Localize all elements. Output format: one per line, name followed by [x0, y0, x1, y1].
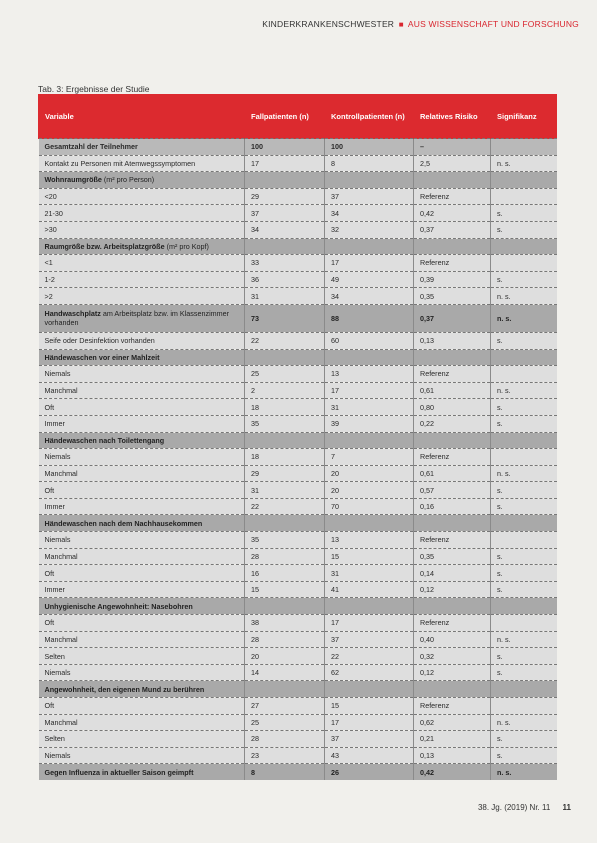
row-label-cell	[39, 188, 245, 205]
value-cell: 34	[325, 288, 414, 305]
value-cell: 22	[245, 498, 325, 515]
column-header: Fallpatienten (n)	[245, 94, 325, 139]
row-label: Oft	[44, 485, 55, 495]
value-cell: 17	[325, 615, 414, 632]
value-cell: 29	[245, 188, 325, 205]
value-cell: 0,32	[414, 648, 491, 665]
value-cell	[491, 349, 557, 366]
row-label-cell	[39, 548, 245, 565]
value-cell	[325, 681, 414, 698]
value-cell: s.	[491, 498, 557, 515]
table-section-row	[39, 349, 557, 366]
value-cell: 37	[325, 631, 414, 648]
row-label-cell	[39, 205, 245, 222]
value-cell: 35	[245, 415, 325, 432]
row-label: >2	[44, 291, 53, 301]
value-cell	[414, 172, 491, 189]
value-cell	[491, 366, 557, 383]
value-cell	[245, 681, 325, 698]
value-cell: 22	[245, 332, 325, 349]
value-cell: s.	[491, 221, 557, 238]
value-cell	[491, 139, 557, 156]
value-cell	[245, 172, 325, 189]
value-cell: 18	[245, 449, 325, 466]
value-cell: s.	[491, 482, 557, 499]
value-cell: 70	[325, 498, 414, 515]
value-cell: 100	[325, 139, 414, 156]
row-label: Immer	[44, 419, 65, 429]
table-section-row	[39, 432, 557, 449]
value-cell: 34	[325, 205, 414, 222]
row-label: Niemals	[44, 452, 71, 462]
row-label: Manchmal	[44, 717, 78, 727]
row-label: Handwaschplatz	[44, 309, 101, 319]
row-label: Raumgröße bzw. Arbeitsplatzgröße	[44, 241, 165, 251]
column-header: Relatives Risiko	[414, 94, 491, 139]
table-section-row	[39, 172, 557, 189]
row-label-cell	[39, 598, 245, 615]
row-label-note: (m² pro Person)	[101, 175, 155, 185]
row-label: Manchmal	[44, 386, 78, 396]
table-row	[39, 415, 557, 432]
value-cell: s.	[491, 205, 557, 222]
value-cell: 0,12	[414, 581, 491, 598]
row-label-cell	[39, 532, 245, 549]
row-label-cell	[39, 631, 245, 648]
table-row	[39, 399, 557, 416]
value-cell: 0,42	[414, 205, 491, 222]
table-row	[39, 631, 557, 648]
row-label: >30	[44, 225, 57, 235]
value-cell: 28	[245, 548, 325, 565]
value-cell	[325, 172, 414, 189]
row-label: <20	[44, 192, 57, 202]
value-cell	[325, 349, 414, 366]
row-label-cell	[39, 615, 245, 632]
row-label-note: am Arbeitsplatz bzw. im Klassenzimmer vorhanden	[44, 309, 230, 328]
row-label-cell	[39, 681, 245, 698]
table-section-row	[39, 681, 557, 698]
table-row	[39, 698, 557, 715]
value-cell	[491, 598, 557, 615]
value-cell: 0,61	[414, 465, 491, 482]
table-row	[39, 731, 557, 748]
value-cell: 0,42	[414, 764, 491, 781]
value-cell	[414, 515, 491, 532]
value-cell: 0,13	[414, 747, 491, 764]
row-label: Oft	[44, 568, 55, 578]
value-cell: 20	[325, 482, 414, 499]
row-label: 21-30	[44, 208, 63, 218]
value-cell: –	[414, 139, 491, 156]
value-cell: 17	[325, 714, 414, 731]
column-header: Signifikanz	[491, 94, 557, 139]
issue-info: 38. Jg. (2019) Nr. 11	[477, 803, 551, 812]
value-cell: 0,22	[414, 415, 491, 432]
table-header-row	[39, 94, 557, 139]
row-label: Händewaschen vor einer Mahlzeit	[44, 352, 160, 362]
table-row	[39, 532, 557, 549]
value-cell: n. s.	[491, 465, 557, 482]
value-cell	[491, 449, 557, 466]
value-cell	[491, 238, 557, 255]
row-label: Selten	[44, 734, 65, 744]
value-cell: 0,21	[414, 731, 491, 748]
value-cell: Referenz	[414, 698, 491, 715]
row-label: Niemals	[44, 535, 71, 545]
value-cell: 88	[325, 304, 414, 332]
value-cell	[491, 172, 557, 189]
value-cell: 31	[325, 565, 414, 582]
value-cell: 0,62	[414, 714, 491, 731]
table-row	[39, 664, 557, 681]
value-cell: 8	[325, 155, 414, 172]
journal-name: KINDERKRANKENSCHWESTER	[262, 19, 395, 29]
value-cell	[491, 255, 557, 272]
value-cell	[414, 349, 491, 366]
row-label-cell	[39, 349, 245, 366]
value-cell: n. s.	[491, 155, 557, 172]
value-cell: 13	[325, 532, 414, 549]
value-cell: 15	[325, 548, 414, 565]
table-row	[39, 382, 557, 399]
value-cell	[245, 432, 325, 449]
row-label: Niemals	[44, 369, 71, 379]
table-row	[39, 581, 557, 598]
value-cell: 31	[325, 399, 414, 416]
value-cell: n. s.	[491, 288, 557, 305]
table-row	[39, 565, 557, 582]
value-cell: 27	[245, 698, 325, 715]
value-cell: n. s.	[491, 714, 557, 731]
value-cell	[414, 598, 491, 615]
value-cell: 37	[325, 188, 414, 205]
row-label-cell	[39, 238, 245, 255]
row-label: Angewohnheit, den eigenen Mund zu berühren	[44, 684, 205, 694]
row-label-cell	[39, 304, 245, 332]
value-cell: s.	[491, 399, 557, 416]
value-cell: 18	[245, 399, 325, 416]
row-label-cell	[39, 731, 245, 748]
value-cell	[491, 532, 557, 549]
value-cell: 25	[245, 366, 325, 383]
row-label-cell	[39, 288, 245, 305]
table-section-row	[39, 238, 557, 255]
table-row	[39, 155, 557, 172]
value-cell: 23	[245, 747, 325, 764]
value-cell	[491, 698, 557, 715]
value-cell: 22	[325, 648, 414, 665]
row-label: Oft	[44, 701, 55, 711]
row-label: <1	[44, 258, 53, 268]
value-cell: 0,37	[414, 304, 491, 332]
row-label: Wohnraumgröße	[44, 175, 102, 185]
row-label: Oft	[44, 402, 55, 412]
value-cell	[414, 238, 491, 255]
value-cell: Referenz	[414, 615, 491, 632]
row-label: Oft	[44, 618, 55, 628]
value-cell: Referenz	[414, 188, 491, 205]
value-cell	[414, 681, 491, 698]
value-cell: 28	[245, 731, 325, 748]
row-label-cell	[39, 565, 245, 582]
value-cell: 29	[245, 465, 325, 482]
value-cell: s.	[491, 415, 557, 432]
value-cell: 49	[325, 271, 414, 288]
value-cell	[245, 238, 325, 255]
row-label-cell	[39, 221, 245, 238]
value-cell	[491, 432, 557, 449]
value-cell: 37	[245, 205, 325, 222]
row-label: Gesamtzahl der Teilnehmer	[44, 142, 138, 152]
section-name: AUS WISSENSCHAFT UND FORSCHUNG	[407, 19, 579, 29]
value-cell: s.	[491, 565, 557, 582]
value-cell: 15	[245, 581, 325, 598]
value-cell: 0,13	[414, 332, 491, 349]
value-cell: 28	[245, 631, 325, 648]
value-cell	[325, 432, 414, 449]
value-cell: 73	[245, 304, 325, 332]
row-label: Manchmal	[44, 551, 78, 561]
value-cell: Referenz	[414, 366, 491, 383]
table-section-row	[39, 304, 557, 332]
running-header	[262, 19, 579, 29]
table-row	[39, 139, 557, 156]
value-cell: 0,40	[414, 631, 491, 648]
value-cell: 31	[245, 482, 325, 499]
table-section-row	[39, 598, 557, 615]
row-label-cell	[39, 714, 245, 731]
row-label-cell	[39, 415, 245, 432]
row-label: Kontakt zu Personen mit Atemwegssymptomen	[44, 158, 196, 168]
row-label: Niemals	[44, 668, 71, 678]
value-cell: s.	[491, 664, 557, 681]
value-cell: 25	[245, 714, 325, 731]
row-label-cell	[39, 764, 245, 781]
value-cell: 2	[245, 382, 325, 399]
table-row	[39, 615, 557, 632]
row-label: Händewaschen nach dem Nachhausekommen	[44, 518, 203, 528]
value-cell: Referenz	[414, 255, 491, 272]
value-cell: 36	[245, 271, 325, 288]
value-cell: s.	[491, 548, 557, 565]
value-cell: 16	[245, 565, 325, 582]
value-cell: 20	[245, 648, 325, 665]
results-table	[38, 94, 557, 780]
value-cell	[245, 598, 325, 615]
table-row	[39, 188, 557, 205]
value-cell: 0,35	[414, 548, 491, 565]
value-cell: 15	[325, 698, 414, 715]
row-label-cell	[39, 382, 245, 399]
table-row	[39, 271, 557, 288]
row-label: Niemals	[44, 751, 71, 761]
table-row	[39, 498, 557, 515]
square-bullet-icon: ■	[398, 20, 404, 29]
table-row	[39, 332, 557, 349]
value-cell	[414, 432, 491, 449]
table-row	[39, 255, 557, 272]
row-label-cell	[39, 399, 245, 416]
value-cell: 33	[245, 255, 325, 272]
value-cell: n. s.	[491, 304, 557, 332]
value-cell: n. s.	[491, 631, 557, 648]
row-label-cell	[39, 366, 245, 383]
table-row	[39, 482, 557, 499]
row-label-cell	[39, 515, 245, 532]
row-label: Immer	[44, 502, 65, 512]
value-cell	[491, 615, 557, 632]
value-cell: Referenz	[414, 532, 491, 549]
table-row	[39, 449, 557, 466]
value-cell: s.	[491, 332, 557, 349]
value-cell: Referenz	[414, 449, 491, 466]
row-label: Händewaschen nach Toilettengang	[44, 435, 165, 445]
row-label-cell	[39, 449, 245, 466]
value-cell: 0,14	[414, 565, 491, 582]
value-cell: 8	[245, 764, 325, 781]
value-cell	[325, 238, 414, 255]
row-label: Selten	[44, 651, 65, 661]
table-section-row	[39, 515, 557, 532]
table-row	[39, 648, 557, 665]
row-label: 1-2	[44, 275, 55, 285]
value-cell: 0,80	[414, 399, 491, 416]
row-label-cell	[39, 139, 245, 156]
value-cell: 20	[325, 465, 414, 482]
value-cell: 0,16	[414, 498, 491, 515]
table-section-row	[39, 764, 557, 781]
value-cell: 60	[325, 332, 414, 349]
table-row	[39, 548, 557, 565]
value-cell	[325, 515, 414, 532]
table-row	[39, 221, 557, 238]
value-cell: 0,57	[414, 482, 491, 499]
value-cell	[491, 515, 557, 532]
column-header: Variable	[39, 94, 245, 139]
value-cell: s.	[491, 731, 557, 748]
table-row	[39, 366, 557, 383]
row-label-cell	[39, 271, 245, 288]
row-label-cell	[39, 172, 245, 189]
table-row	[39, 288, 557, 305]
row-label: Unhygienische Angewohnheit: Nasebohren	[44, 601, 193, 611]
value-cell: 0,37	[414, 221, 491, 238]
row-label-cell	[39, 155, 245, 172]
value-cell: 0,12	[414, 664, 491, 681]
value-cell: n. s.	[491, 764, 557, 781]
value-cell	[325, 598, 414, 615]
value-cell: 26	[325, 764, 414, 781]
value-cell: 17	[325, 382, 414, 399]
value-cell: 32	[325, 221, 414, 238]
row-label: Immer	[44, 585, 65, 595]
row-label-cell	[39, 648, 245, 665]
row-label-cell	[39, 255, 245, 272]
value-cell: 35	[245, 532, 325, 549]
value-cell: 62	[325, 664, 414, 681]
row-label-cell	[39, 747, 245, 764]
row-label-cell	[39, 332, 245, 349]
value-cell: 39	[325, 415, 414, 432]
value-cell: 7	[325, 449, 414, 466]
value-cell: 14	[245, 664, 325, 681]
value-cell: 34	[245, 221, 325, 238]
row-label-cell	[39, 698, 245, 715]
row-label-cell	[39, 498, 245, 515]
value-cell: 100	[245, 139, 325, 156]
value-cell: 38	[245, 615, 325, 632]
row-label: Manchmal	[44, 468, 78, 478]
value-cell: 0,39	[414, 271, 491, 288]
row-label: Seife oder Desinfektion vorhanden	[44, 336, 155, 346]
row-label-cell	[39, 664, 245, 681]
table-caption: Tab. 3: Ergebnisse der Studie	[38, 84, 150, 94]
value-cell	[491, 188, 557, 205]
value-cell: 17	[245, 155, 325, 172]
row-label: Manchmal	[44, 634, 78, 644]
value-cell: n. s.	[491, 382, 557, 399]
value-cell: 0,35	[414, 288, 491, 305]
value-cell: 2,5	[414, 155, 491, 172]
value-cell: 17	[325, 255, 414, 272]
value-cell: s.	[491, 747, 557, 764]
value-cell: 43	[325, 747, 414, 764]
row-label-note: (m² pro Kopf)	[164, 241, 209, 251]
value-cell: 0,61	[414, 382, 491, 399]
row-label-cell	[39, 432, 245, 449]
table-row	[39, 465, 557, 482]
value-cell: 31	[245, 288, 325, 305]
value-cell: s.	[491, 648, 557, 665]
table-row	[39, 205, 557, 222]
page-footer	[478, 803, 571, 812]
row-label: Gegen Influenza in aktueller Saison geimpft	[44, 767, 194, 777]
value-cell: 37	[325, 731, 414, 748]
column-header: Kontrollpatienten (n)	[325, 94, 414, 139]
table-row	[39, 714, 557, 731]
row-label-cell	[39, 482, 245, 499]
value-cell	[245, 515, 325, 532]
page-number: 11	[562, 803, 571, 812]
value-cell: 13	[325, 366, 414, 383]
value-cell: s.	[491, 271, 557, 288]
table-row	[39, 747, 557, 764]
value-cell	[491, 681, 557, 698]
value-cell: s.	[491, 581, 557, 598]
row-label-cell	[39, 465, 245, 482]
value-cell	[245, 349, 325, 366]
row-label-cell	[39, 581, 245, 598]
value-cell: 41	[325, 581, 414, 598]
